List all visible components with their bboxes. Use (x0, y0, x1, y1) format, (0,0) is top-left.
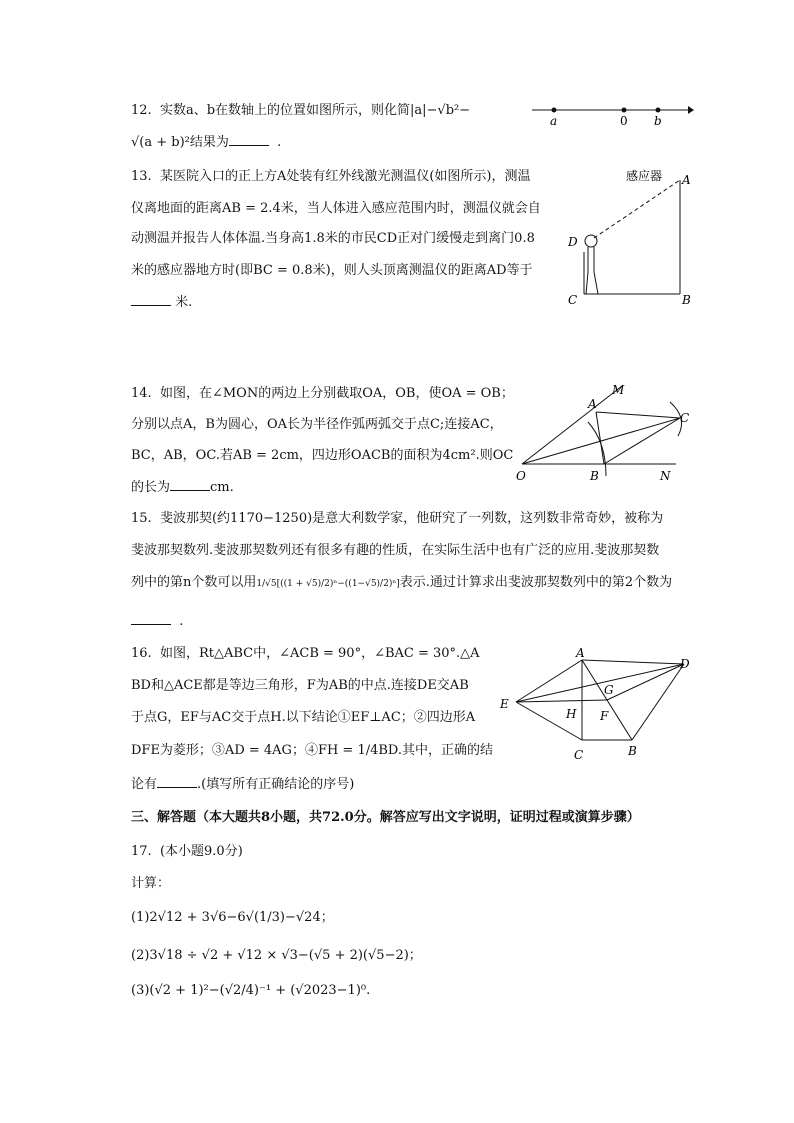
section-title: 三、解答题（本大题共8小题，共72.0分。解答应写出文字说明，证明过程或演算步骤） (131, 810, 640, 825)
label-O: O (516, 469, 526, 483)
q15-answer-blank[interactable] (131, 612, 171, 625)
q12-answer-blank[interactable] (229, 133, 269, 146)
q15-text-2: 斐波那契数列.斐波那契数列还有很多有趣的性质，在实际生活中也有广泛的应用.斐波那契数 (131, 543, 660, 558)
q14-text-3: BC，AB，OC.若AB = 2cm，四边形OACB的面积为4cm².则OC (131, 448, 514, 463)
q14-line4 (131, 478, 234, 497)
q13-line1 (131, 168, 531, 186)
q15-line1 (131, 510, 663, 528)
q16-text-1: 如图，Rt△ABC中，∠ACB = 90°，∠BAC = 30°.△A (159, 646, 480, 661)
label-D: D (680, 657, 690, 671)
point-zero (622, 108, 627, 113)
q15-text-1: 斐波那契(约1170−1250)是意大利数学家，他研究了一列数，这列数非常奇妙，被称为 (159, 511, 664, 526)
q16-text-2: BD和△ACE都是等边三角形，F为AB的中点.连接DE交AB (131, 678, 469, 693)
q14-answer-blank[interactable] (170, 478, 210, 491)
q16-line1 (131, 645, 480, 663)
q15-line4 (131, 612, 183, 631)
label-C: C (568, 293, 578, 307)
label-C: C (680, 411, 690, 425)
q15-text-3b: 表示.通过计算求出斐波那契数列中的第2个数为 (399, 575, 673, 590)
q14-line1 (131, 385, 514, 403)
label-N: N (660, 469, 671, 483)
q16-answer-blank[interactable] (157, 775, 197, 788)
angle-figure (510, 380, 700, 485)
q12-number: 12. (131, 103, 152, 118)
q16-end: .(填写所有正确结论的序号) (197, 777, 355, 792)
q14-text-2: 分别以点A，B为圆心，OA长为半径作弧两弧交于点C;连接AC， (131, 417, 503, 432)
label-E: E (500, 697, 509, 711)
label-zero: 0 (620, 114, 628, 128)
number-line-figure (530, 100, 695, 130)
label-B: B (682, 293, 691, 307)
q14-text-1: 如图，在∠MON的两边上分别截取OA，OB，使OA = OB； (159, 386, 514, 401)
q17-item-3: (3)(√2 + 1)²−(√2/4)⁻¹ + (√2023−1)⁰. (131, 983, 371, 998)
q13-answer-blank[interactable] (131, 293, 171, 306)
thermometer-figure (560, 162, 700, 310)
label-A: A (576, 646, 585, 660)
q13-text-1: 某医院入口的正上方A处装有红外线激光测温仪(如图所示)，测温 (159, 169, 531, 184)
q15-end: . (179, 614, 184, 629)
label-F: F (600, 709, 609, 723)
q15-number: 15. (131, 511, 152, 526)
label-B: B (590, 469, 599, 483)
q12-text-2: √(a + b)²结果为 (131, 135, 229, 150)
q13-text-3: 动测温并报告人体体温.当身高1.8米的市民CD正对门缓慢走到离门0.8 (131, 231, 535, 246)
label-B: B (628, 744, 637, 758)
q13-line5 (131, 293, 192, 312)
q12-end: . (277, 135, 282, 150)
label-M: M (612, 383, 625, 397)
q14-number: 14. (131, 386, 152, 401)
q17-item-1: (1)2√12 + 3√6−6√(1/3)−√24； (131, 910, 334, 925)
q17-header (131, 843, 243, 861)
q14-text-4: 的长为 (131, 480, 171, 495)
label-A: A (682, 173, 691, 187)
label-A: A (588, 397, 597, 411)
q16-number: 16. (131, 646, 152, 661)
fibonacci-formula: 1/√5[((1 + √5)/2)ⁿ−((1−√5)/2)ⁿ] (256, 579, 400, 589)
q17-number: 17. (131, 844, 152, 859)
q17-score: (本小题9.0分) (159, 844, 243, 859)
q12-line2 (131, 133, 281, 152)
q13-end: 米. (175, 295, 193, 310)
q16-text-4: DFE为菱形；③AD = 4AG；④FH = 1/4BD.其中，正确的结 (131, 743, 494, 758)
label-H: H (566, 707, 577, 721)
point-b (656, 108, 661, 113)
q16-text-3: 于点G，EF与AC交于点H.以下结论①EF⊥AC；②四边形A (131, 710, 476, 725)
q15-text-3: 列中的第n个数可以用 (131, 575, 257, 590)
label-G: G (604, 683, 614, 697)
q13-text-2: 仪离地面的距离AB = 2.4米，当人体进入感应范围内时，测温仪就会自 (131, 201, 541, 216)
label-C: C (574, 748, 584, 762)
label-sensor: 感应器 (626, 169, 663, 183)
label-a: a (550, 114, 558, 128)
label-b: b (654, 114, 662, 128)
q16-line5 (131, 775, 354, 794)
q15-line3 (131, 574, 672, 593)
q13-text-4: 米的感应器地方时(即BC = 0.8米)，则人头顶离测温仪的距离AD等于 (131, 263, 533, 278)
q12-text-1: 实数a、b在数轴上的位置如图所示，则化简|a|−√b²− (159, 103, 471, 118)
q16-text-5: 论有 (131, 777, 158, 792)
triangle-figure (498, 644, 698, 764)
q14-end: cm. (210, 480, 234, 495)
q17-intro: 计算： (131, 876, 171, 891)
label-D: D (568, 235, 578, 249)
q13-number: 13. (131, 169, 152, 184)
q17-item-2: (2)3√18 ÷ √2 + √12 × √3−(√5 + 2)(√5−2)； (131, 948, 422, 963)
point-a (552, 108, 557, 113)
q12-line1 (131, 102, 470, 120)
